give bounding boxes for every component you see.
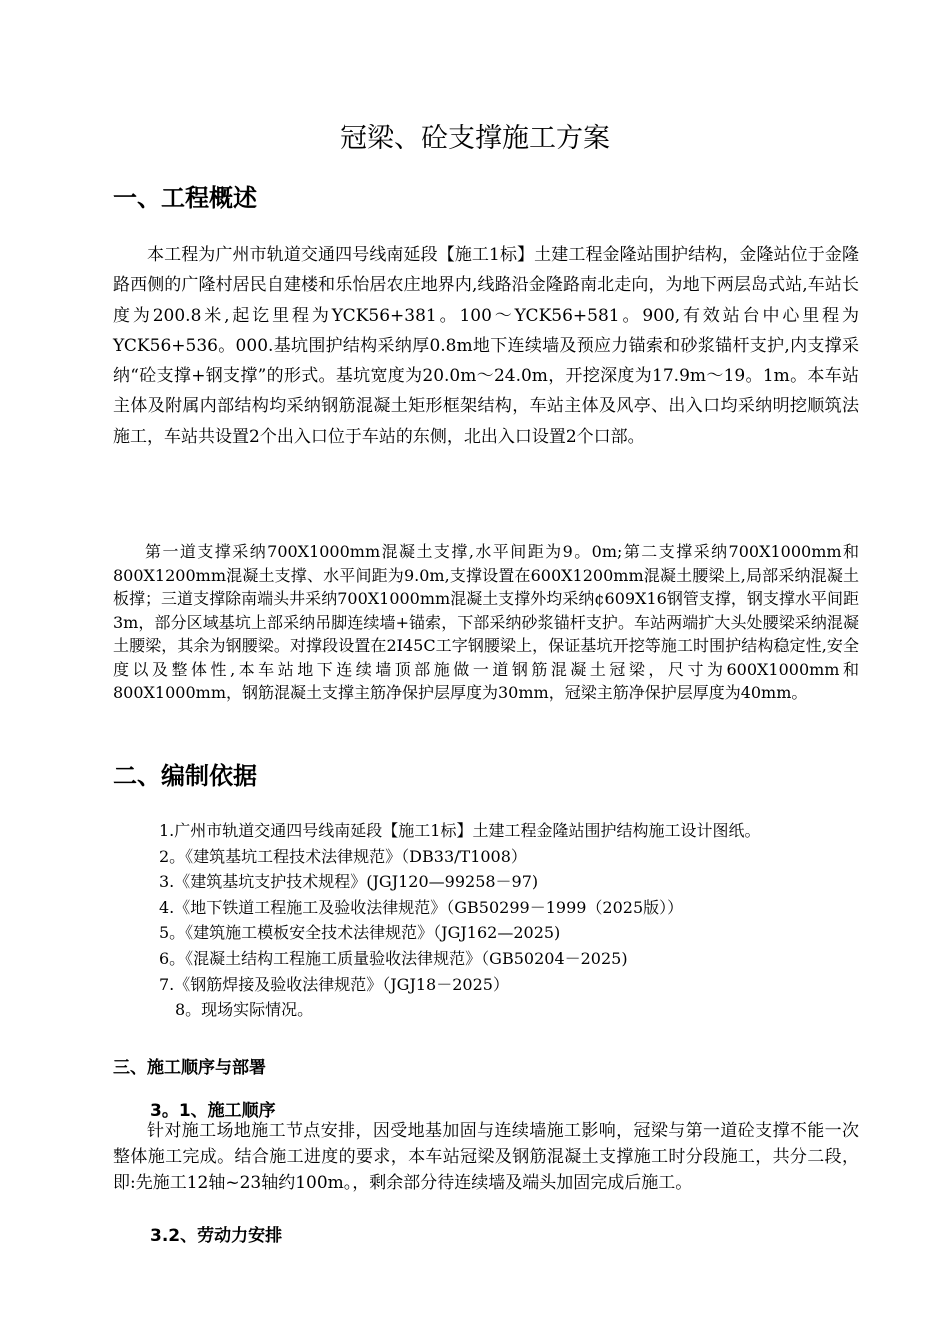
basis-list: [113, 818, 859, 1023]
section-heading-overview: 一、工程概述: [113, 184, 257, 212]
list-item: 7.《钢筋焊接及验收法律规范》（JGJ18－2025）: [159, 974, 509, 994]
overview-paragraph-2: 第一道支撑采纳700X1000mm混凝土支撑,水平间距为9。0m;第二支撑采纳700X1000mm和800X1200mm混凝土支撑、水平间距为9.0m,支撑设置在600X1200mm混凝土腰梁上,局部采纳混凝土板撑；三道支撑除南端头井采纳700X1000mm混凝土支撑外均采纳¢609X16钢管支撑，钢支撑水平间距3m，部分区域基坑上部采纳吊脚连续墙+锚索，下部采纳砂浆锚杆支护。车站两端扩大头处腰梁采纳混凝土腰梁，其余为钢腰梁。对撑段设置在2I45C工字钢腰梁上，保证基坑开挖等施工时围护结构稳定性,安全度以及整体性,本车站地下连续墙顶部施做一道钢筋混凝土冠梁，尺寸为600X1000mm和800X1000mm，钢筋混凝土支撑主筋净保护层厚度为30mm，冠梁主筋净保护层厚度为40mm。: [113, 542, 859, 702]
list-item: 2。《建筑基坑工程技术法律规范》（DB33/T1008）: [159, 846, 527, 866]
section-heading-sequence: 三、施工顺序与部署: [113, 1058, 266, 1078]
subsection-heading-labor: 3.2、劳动力安排: [150, 1226, 283, 1246]
list-item: 3.《建筑基坑支护技术规程》(JGJ120—99258－97): [159, 872, 539, 892]
list-item: 6。《混凝土结构工程施工质量验收法律规范》（GB50204－2025): [159, 948, 628, 968]
list-item: 4.《地下铁道工程施工及验收法律规范》（GB50299－1999（2025版））: [159, 897, 684, 917]
list-item: 5。《建筑施工模板安全技术法律规范》（JGJ162—2025): [159, 923, 561, 943]
sequence-paragraph: 针对施工场地施工节点安排，因受地基加固与连续墙施工影响，冠梁与第一道砼支撑不能一次整体施工完成。结合施工进度的要求，本车站冠梁及钢筋混凝土支撑施工时分段施工，共分二段，即:先施工12轴~23轴约100m。，剩余部分待连续墙及端头加固完成后施工。: [113, 1121, 859, 1193]
list-item: 8。现场实际情况。: [175, 1000, 314, 1020]
document-title: 冠梁、砼支撑施工方案: [340, 123, 610, 154]
section-heading-basis: 二、编制依据: [113, 762, 257, 790]
subsection-heading-order: 3。1、施工顺序: [150, 1101, 276, 1121]
list-item: 1.广州市轨道交通四号线南延段【施工1标】土建工程金隆站围护结构施工设计图纸。: [159, 821, 761, 840]
overview-paragraph-1: 本工程为广州市轨道交通四号线南延段【施工1标】土建工程金隆站围护结构，金隆站位于金隆路西侧的广隆村居民自建楼和乐怡居农庄地界内,线路沿金隆路南北走向，为地下两层岛式站,车站长度为200.8米,起讫里程为YCK56+381。100～YCK56+581。900,有效站台中心里程为YCK56+536。000.基坑围护结构采纳厚0.8m地下连续墙及预应力锚索和砂浆锚杆支护,内支撑采纳“砼支撑+钢支撑”的形式。基坑宽度为20.0m～24.0m，开挖深度为17.9m～19。1m。本车站主体及附属内部结构均采纳钢筋混凝土矩形框架结构，车站主体及风亭、出入口均采纳明挖顺筑法施工，车站共设置2个出入口位于车站的东侧，北出入口设置2个口部。: [113, 245, 859, 447]
